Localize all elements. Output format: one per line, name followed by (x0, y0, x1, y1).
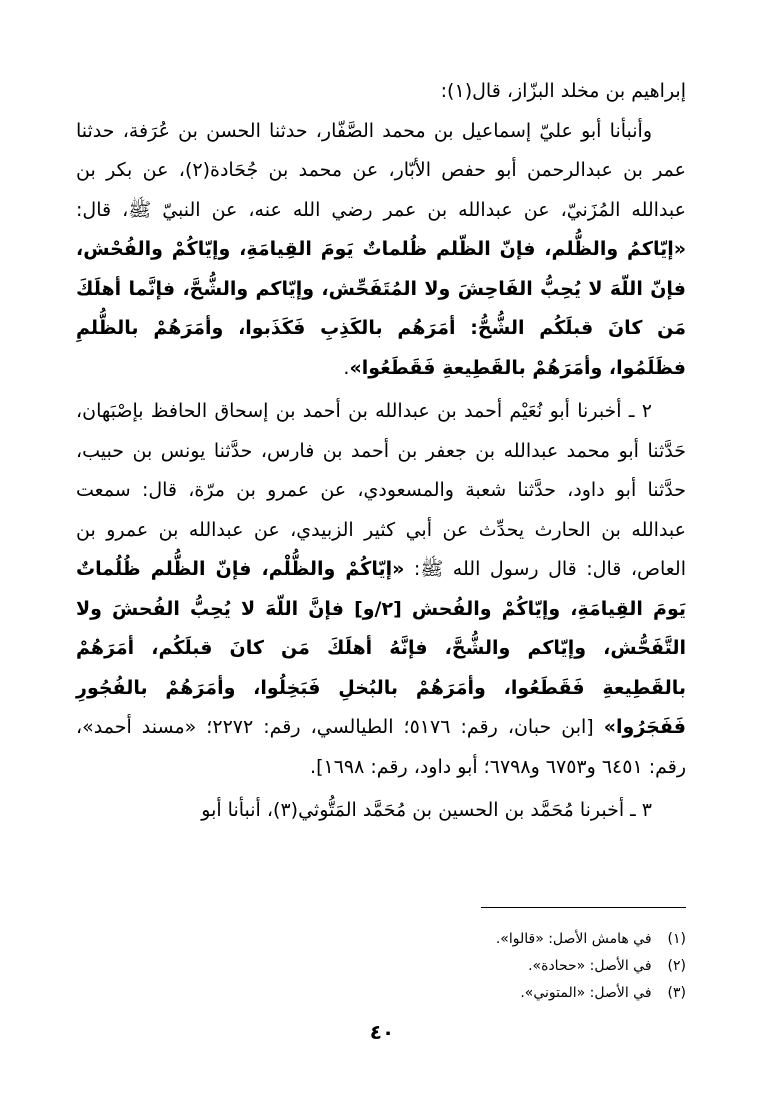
hadith-text: «إيّاكمُ والظُّلم، فإنّ الظّلم ظُلماتٌ يَومَ القِيامَةِ، وإيّاكُمْ والفُحْش، فإنّ اللّهَ لا يُحِبُّ الفَاحِشَ ولا المُتَفَحِّش، وإيّاكم والشُّحَّ، فإنَّما أهلَكَ مَن كانَ قبلَكُم الشُّحُّ: أمَرَهُم بالكَذِبِ فَكَذَبوا، وأمَرَهُمْ بالظُّلمِ فظَلَمُوا، وأمَرَهُمْ بالقَطِيعةِ فَقَطَعُوا» (76, 238, 686, 379)
hadith-text: «إيّاكُمْ والظُّلْم، فإنّ الظُّلم ظُلُماتٌ يَومَ القِيامَةِ، وإيّاكُمْ والفُحش [٢/و] فإنَّ اللّهَ لا يُحِبُّ الفُحشَ ولا التَّفَحُّش، وإيّاكم والشُّحَّ، فإنَّهُ أهلَكَ مَن كانَ قبلَكُم، أمَرَهُمْ بالقَطِيعةِ فَقَطَعُوا، وأمَرَهُمْ بالبُخلِ فَبَخِلُوا، وأمَرَهُمْ بالفُجُورِ فَفَجَرُوا» (76, 558, 686, 738)
footnote-text: في هامش الأصل: «قالوا». (495, 931, 652, 947)
footnote-number: (٣) (667, 985, 686, 1001)
isnad-text: ٣ ـ أخبرنا مُحَمَّد بن الحسين بن مُحَمَّد المَتُّوثي(٣)، أنبأنا أبو (201, 799, 652, 821)
footnote-item (76, 953, 686, 980)
isnad-text: وأنبأنا أبو عليّ إسماعيل بن محمد الصَّفّار، حدثنا الحسن بن عُرَفة، حدثنا عمر بن عبدالرحمن أبو حفص الأبّار، عن محمد بن جُحَادة(٢)، عن بكر بن عبدالله المُزَنيّ، عن عبدالله بن عمر رضي الله عنه، عن النبيّ ﷺ، قال: (76, 119, 686, 221)
footnote-number: (١) (667, 931, 686, 947)
text-segment: . (343, 356, 350, 379)
footnote-number: (٢) (667, 958, 686, 974)
page-number: ٤٠ (369, 1020, 395, 1044)
paragraph-hadith-1 (76, 112, 686, 389)
footnote-item (76, 980, 686, 1007)
text-segment: إبراهيم بن مخلد البزّاز، قال(١): (440, 80, 686, 102)
footnote-item (76, 926, 686, 953)
footnotes (76, 926, 686, 1007)
paragraph-intro (76, 72, 686, 112)
footnote-text: في الأصل: «المتوني». (520, 985, 652, 1001)
main-text (76, 72, 686, 831)
footnote-divider (481, 907, 686, 908)
isnad-text: ٢ ـ أخبرنا أبو نُعَيْم أحمد بن عبدالله بن أحمد بن إسحاق الحافظ بإصْبَهان، حَدَّثنا أبو محمد عبدالله بن جعفر بن أحمد بن فارس، حدَّثنا يونس بن حبيب، حدَّثنا أبو داود، حدَّثنا شعبة والمسعودي، عن عمرو بن مرّة، قال: سمعت عبدالله بن الحارث يحدِّث عن أبي كثير الزبيدي، عن عبدالله بن عمرو بن العاص، قال: قال رسول الله ﷺ: (76, 400, 686, 580)
footnote-text: في الأصل: «ححادة». (528, 958, 652, 974)
citation-text: [ابن حبان، رقم: ٥١٧٦؛ الطيالسي، رقم: ٢٢٧٢؛ «مسند أحمد»، رقم: ٦٤٥١ و٦٧٥٣ و٦٧٩٨؛ أبو داود، رقم: ١٦٩٨]. (76, 716, 686, 778)
paragraph-hadith-2 (76, 392, 686, 787)
paragraph-hadith-3 (76, 791, 686, 831)
